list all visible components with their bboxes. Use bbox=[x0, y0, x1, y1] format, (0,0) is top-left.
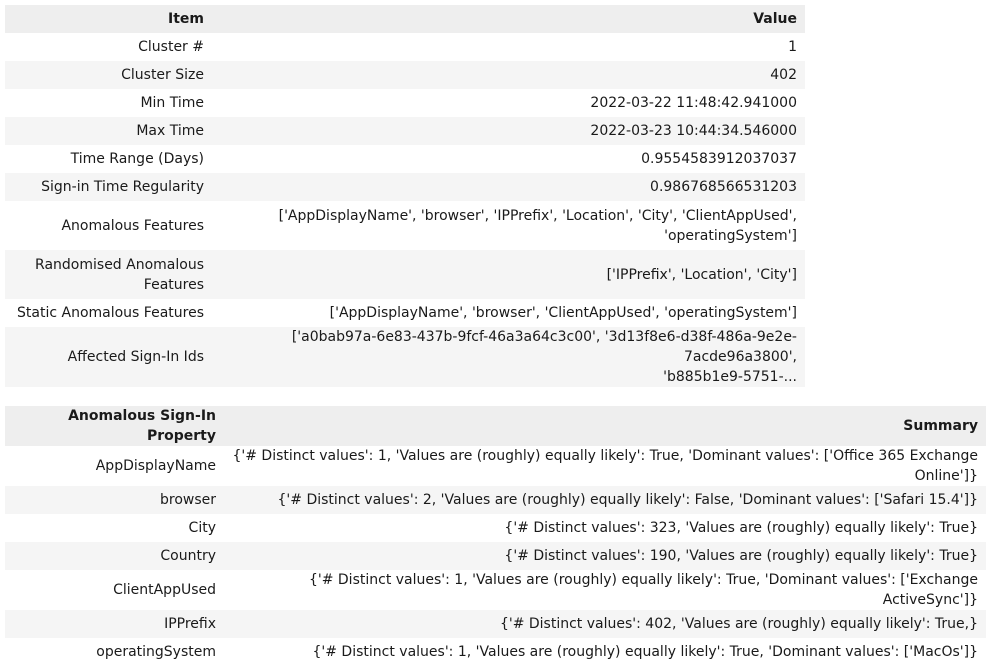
value-cell: 0.9554583912037037 bbox=[641, 151, 797, 167]
table-row bbox=[5, 173, 805, 201]
value-cell: 0.986768566531203 bbox=[650, 179, 797, 195]
value-cell bbox=[212, 201, 805, 250]
table-row bbox=[5, 117, 805, 145]
value-line-1: ['a0bab97a-6e83-437b-9fcf-46a3a64c3c00', '3d13f8e6-d38f-486a-9e2e-7acde96a3800', bbox=[291, 329, 797, 365]
summary-cell: {'# Distinct values': 190, 'Values are (roughly) equally likely': True} bbox=[504, 548, 978, 564]
table-row bbox=[5, 61, 805, 89]
summary-cell: {'# Distinct values': 402, 'Values are (roughly) equally likely': True,} bbox=[499, 616, 978, 632]
table-row bbox=[5, 89, 805, 117]
summary-cell: {'# Distinct values': 1, 'Values are (roughly) equally likely': True, 'Dominant values': ['Office 365 Exchange Online']} bbox=[232, 448, 978, 484]
value-cell bbox=[212, 327, 805, 387]
value-line-1: ['AppDisplayName', 'browser', 'IPPrefix', 'Location', 'City', 'ClientAppUsed', bbox=[278, 207, 797, 224]
summary-cell: {'# Distinct values': 1, 'Values are (roughly) equally likely': True, 'Dominant values': ['MacOs']} bbox=[312, 644, 978, 660]
column-header-value: Value bbox=[212, 5, 805, 33]
value-cell: ['IPPrefix', 'Location', 'City'] bbox=[606, 266, 797, 283]
value-cell: 2022-03-23 10:44:34.546000 bbox=[590, 123, 797, 139]
item-cell: Static Anomalous Features bbox=[17, 305, 204, 321]
item-line-2: Features bbox=[143, 276, 204, 293]
table-row bbox=[5, 570, 986, 610]
table-row bbox=[5, 446, 986, 486]
table-row bbox=[5, 638, 986, 666]
value-cell: 2022-03-22 11:48:42.941000 bbox=[590, 95, 797, 111]
table-row bbox=[5, 145, 805, 173]
item-cell: Time Range (Days) bbox=[70, 151, 204, 167]
item-cell: Cluster # bbox=[138, 39, 204, 55]
column-header-item: Item bbox=[5, 5, 212, 33]
item-cell: Cluster Size bbox=[121, 67, 204, 83]
item-line-1: Randomised Anomalous bbox=[35, 256, 204, 273]
property-cell: IPPrefix bbox=[164, 616, 216, 632]
item-cell: Max Time bbox=[136, 123, 204, 139]
property-cell: AppDisplayName bbox=[95, 458, 216, 474]
property-cell: browser bbox=[159, 492, 216, 508]
summary-cell: {'# Distinct values': 323, 'Values are (roughly) equally likely': True} bbox=[504, 520, 978, 536]
property-cell: ClientAppUsed bbox=[113, 582, 216, 598]
table-row bbox=[5, 486, 986, 514]
column-header-property: Anomalous Sign-In Property bbox=[5, 406, 224, 446]
anomalous-properties-table bbox=[5, 406, 986, 666]
item-cell bbox=[5, 250, 212, 299]
summary-cell: {'# Distinct values': 2, 'Values are (roughly) equally likely': False, 'Dominant values': ['Safari 15.4']} bbox=[277, 492, 978, 508]
table-row bbox=[5, 201, 805, 250]
value-line-2: 'b885b1e9-5751-... bbox=[663, 369, 797, 385]
table-row bbox=[5, 250, 805, 299]
table-row bbox=[5, 514, 986, 542]
value-line-2: 'operatingSystem'] bbox=[664, 227, 797, 244]
cluster-summary-table bbox=[5, 5, 805, 387]
value-cell: 1 bbox=[788, 39, 797, 55]
item-cell: Min Time bbox=[140, 95, 204, 111]
table-row bbox=[5, 33, 805, 61]
property-cell: City bbox=[188, 520, 216, 536]
table-row bbox=[5, 327, 805, 387]
table-row bbox=[5, 299, 805, 327]
value-cell: ['AppDisplayName', 'browser', 'ClientAppUsed', 'operatingSystem'] bbox=[329, 305, 797, 321]
table-row bbox=[5, 610, 986, 638]
item-cell: Anomalous Features bbox=[61, 217, 204, 234]
property-cell: Country bbox=[160, 548, 216, 564]
item-cell: Affected Sign-In Ids bbox=[67, 349, 204, 365]
summary-cell: {'# Distinct values': 1, 'Values are (roughly) equally likely': True, 'Dominant values': ['Exchange ActiveSync']} bbox=[308, 572, 978, 608]
property-cell: operatingSystem bbox=[96, 644, 216, 660]
table-header-row bbox=[5, 406, 986, 446]
column-header-summary: Summary bbox=[224, 406, 986, 446]
value-cell: 402 bbox=[770, 67, 797, 83]
item-cell: Sign-in Time Regularity bbox=[41, 179, 204, 195]
table-header-row bbox=[5, 5, 805, 33]
table-row bbox=[5, 542, 986, 570]
